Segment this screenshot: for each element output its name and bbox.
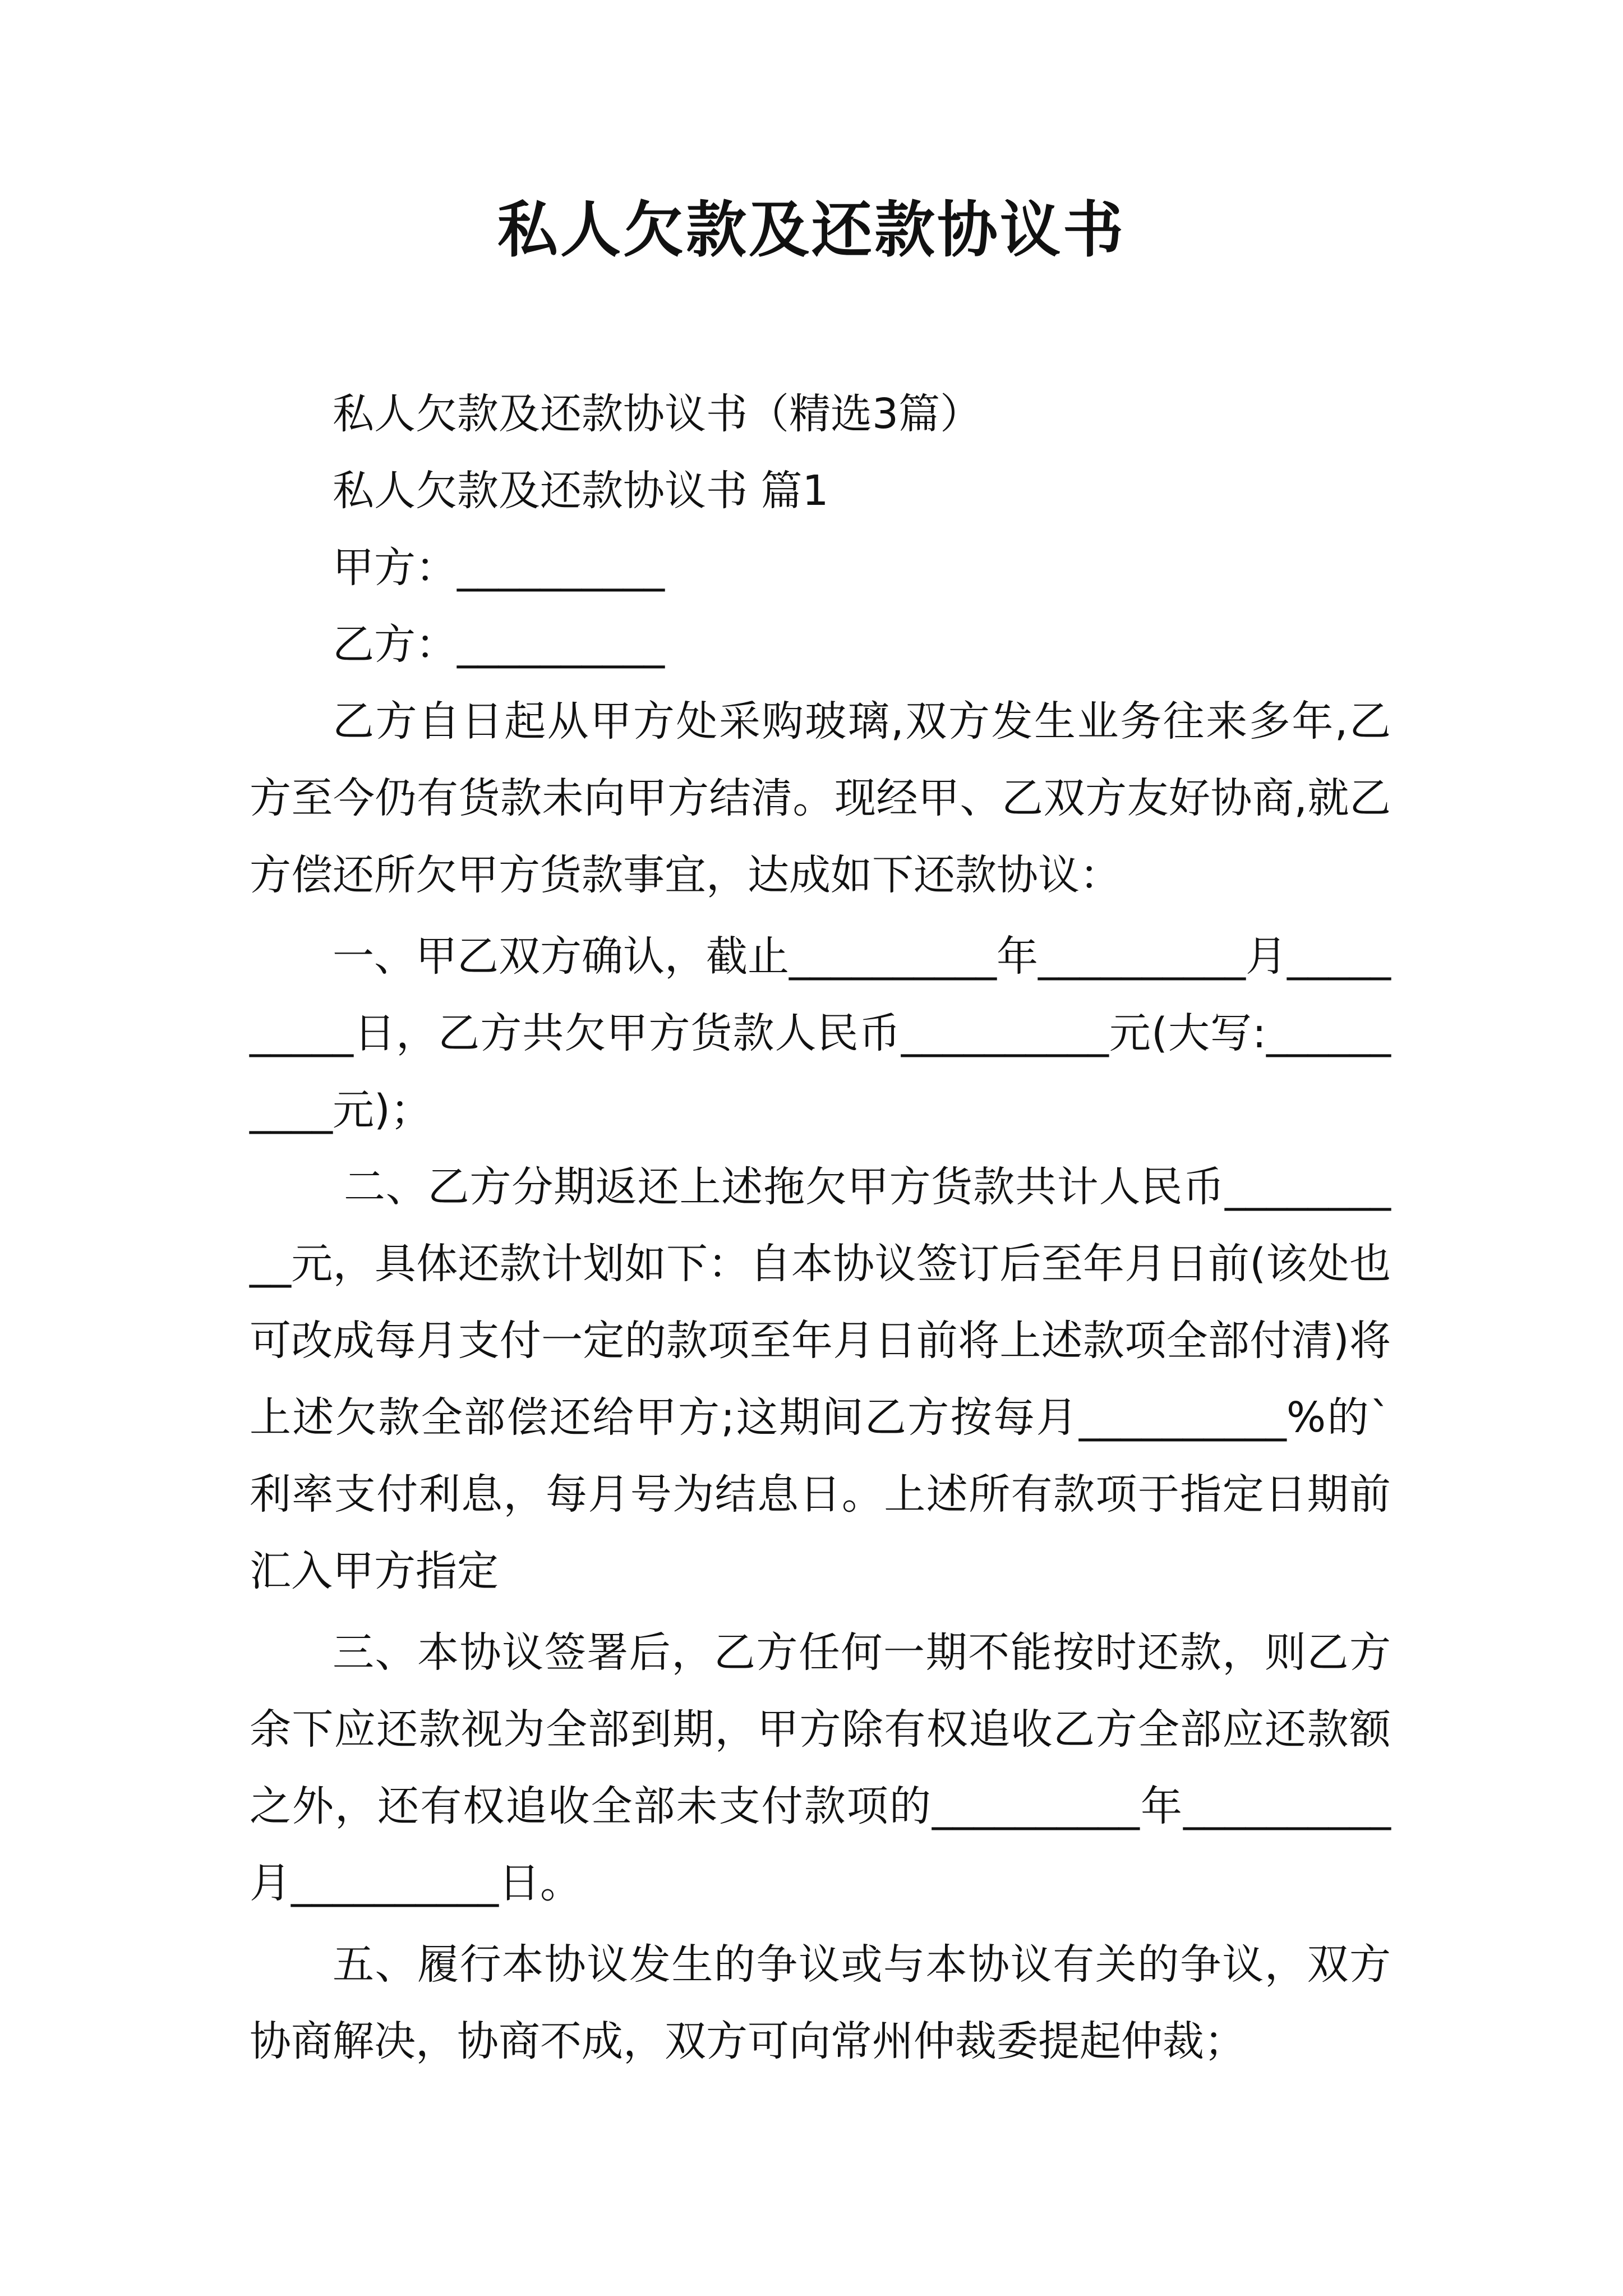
paragraph-intro: 乙方自日起从甲方处采购玻璃,双方发生业务往来多年,乙方至今仍有货款未向甲方结清。现经甲、乙双方友好协商,就乙方偿还所欠甲方货款事宜，达成如下还款协议： [250, 697, 1391, 899]
paragraph-clause-2: 二、乙方分期返还上述拖欠甲方货款共计人民币__________元，具体还款计划如下：自本协议签订后至年月日前(该处也可改成每月支付一定的款项至年月日前将上述款项全部付清)将上述欠款全部偿还给甲方;这期间乙方按每月__________%的`利率支付利息，每月号为结息日。上述所有款项于指定日期前汇入甲方指定 [250, 1163, 1391, 1595]
paragraph-party-a: 甲方：__________ [333, 544, 665, 592]
paragraph-clause-3: 三、本协议签署后，乙方任何一期不能按时还款，则乙方余下应还款视为全部到期，甲方除有权追收乙方全部应还款额之外，还有权追收全部未支付款项的__________年__________月__________日。 [250, 1628, 1391, 1907]
document-body [250, 376, 1391, 2080]
paragraph-clause-5: 五、履行本协议发生的争议或与本协议有关的争议，双方协商解决，协商不成，双方可向常州仲裁委提起仲裁； [250, 1940, 1391, 2065]
paragraph-clause-1: 一、甲乙双方确认，截止__________年__________月__________日，乙方共欠甲方货款人民币__________元(大写:__________元)； [250, 932, 1391, 1134]
paragraph-article-title: 私人欠款及还款协议书 篇1 [333, 467, 829, 515]
paragraph-party-b: 乙方：__________ [333, 620, 665, 669]
paragraph-collection-title: 私人欠款及还款协议书（精选3篇） [333, 390, 982, 438]
document-title: 私人欠款及还款协议书 [497, 195, 1126, 265]
